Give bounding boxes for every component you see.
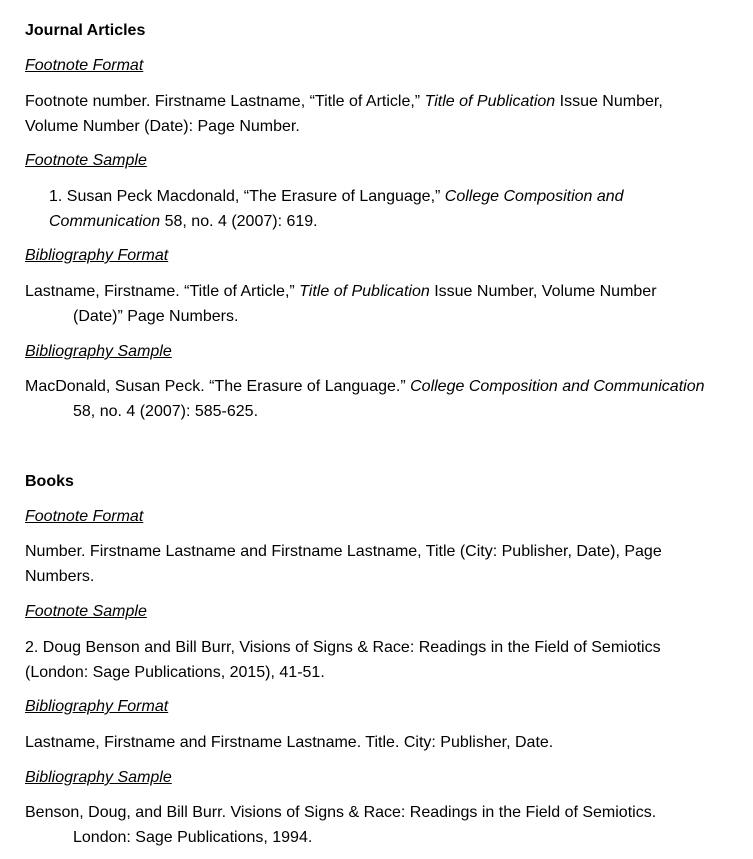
journal-bibliography-sample-heading: Bibliography Sample	[25, 343, 172, 360]
books-footnote-format-line-2: Numbers.	[25, 568, 95, 585]
journal-bibliography-format-line-2: (Date)” Page Numbers.	[73, 308, 239, 325]
journal-articles-title: Journal Articles	[25, 22, 146, 39]
books-footnote-format-heading: Footnote Format	[25, 508, 144, 525]
books-bibliography-format-line-1: Lastname, Firstname and Firstname Lastname. Title. City: Publisher, Date.	[25, 734, 554, 751]
books-footnote-sample-heading: Footnote Sample	[25, 603, 147, 620]
books-footnote-sample-line-2: (London: Sage Publications, 2015), 41-51.	[25, 664, 325, 681]
journal-bibliography-format-heading: Bibliography Format	[25, 247, 169, 264]
books-bibliography-format-heading: Bibliography Format	[25, 698, 169, 715]
journal-bibliography-sample-line-2: 58, no. 4 (2007): 585-625.	[73, 403, 259, 420]
books-title: Books	[25, 473, 74, 490]
journal-footnote-format-line-1: Footnote number. Firstname Lastname, “Title of Article,” Title of Publication Issue Number,	[25, 93, 663, 110]
journal-footnote-sample-line-2: Communication 58, no. 4 (2007): 619.	[49, 213, 318, 230]
journal-footnote-sample-line-1: 1. Susan Peck Macdonald, “The Erasure of Language,” College Composition and	[49, 188, 624, 205]
journal-footnote-format-line-2: Volume Number (Date): Page Number.	[25, 118, 300, 135]
journal-bibliography-sample-line-1: MacDonald, Susan Peck. “The Erasure of Language.” College Composition and Communication	[25, 378, 705, 395]
journal-footnote-sample-heading: Footnote Sample	[25, 152, 147, 169]
journal-footnote-format-heading: Footnote Format	[25, 57, 144, 74]
journal-bibliography-format-line-1: Lastname, Firstname. “Title of Article,” Title of Publication Issue Number, Volume Number	[25, 283, 657, 300]
books-footnote-sample-line-1: 2. Doug Benson and Bill Burr, Visions of Signs & Race: Readings in the Field of Semiotics	[25, 639, 661, 656]
books-bibliography-sample-line-2: London: Sage Publications, 1994.	[73, 829, 313, 846]
books-footnote-format-line-1: Number. Firstname Lastname and Firstname Lastname, Title (City: Publisher, Date), Page	[25, 543, 662, 560]
books-bibliography-sample-heading: Bibliography Sample	[25, 769, 172, 786]
books-bibliography-sample-line-1: Benson, Doug, and Bill Burr. Visions of Signs & Race: Readings in the Field of Semiotics.	[25, 804, 657, 821]
